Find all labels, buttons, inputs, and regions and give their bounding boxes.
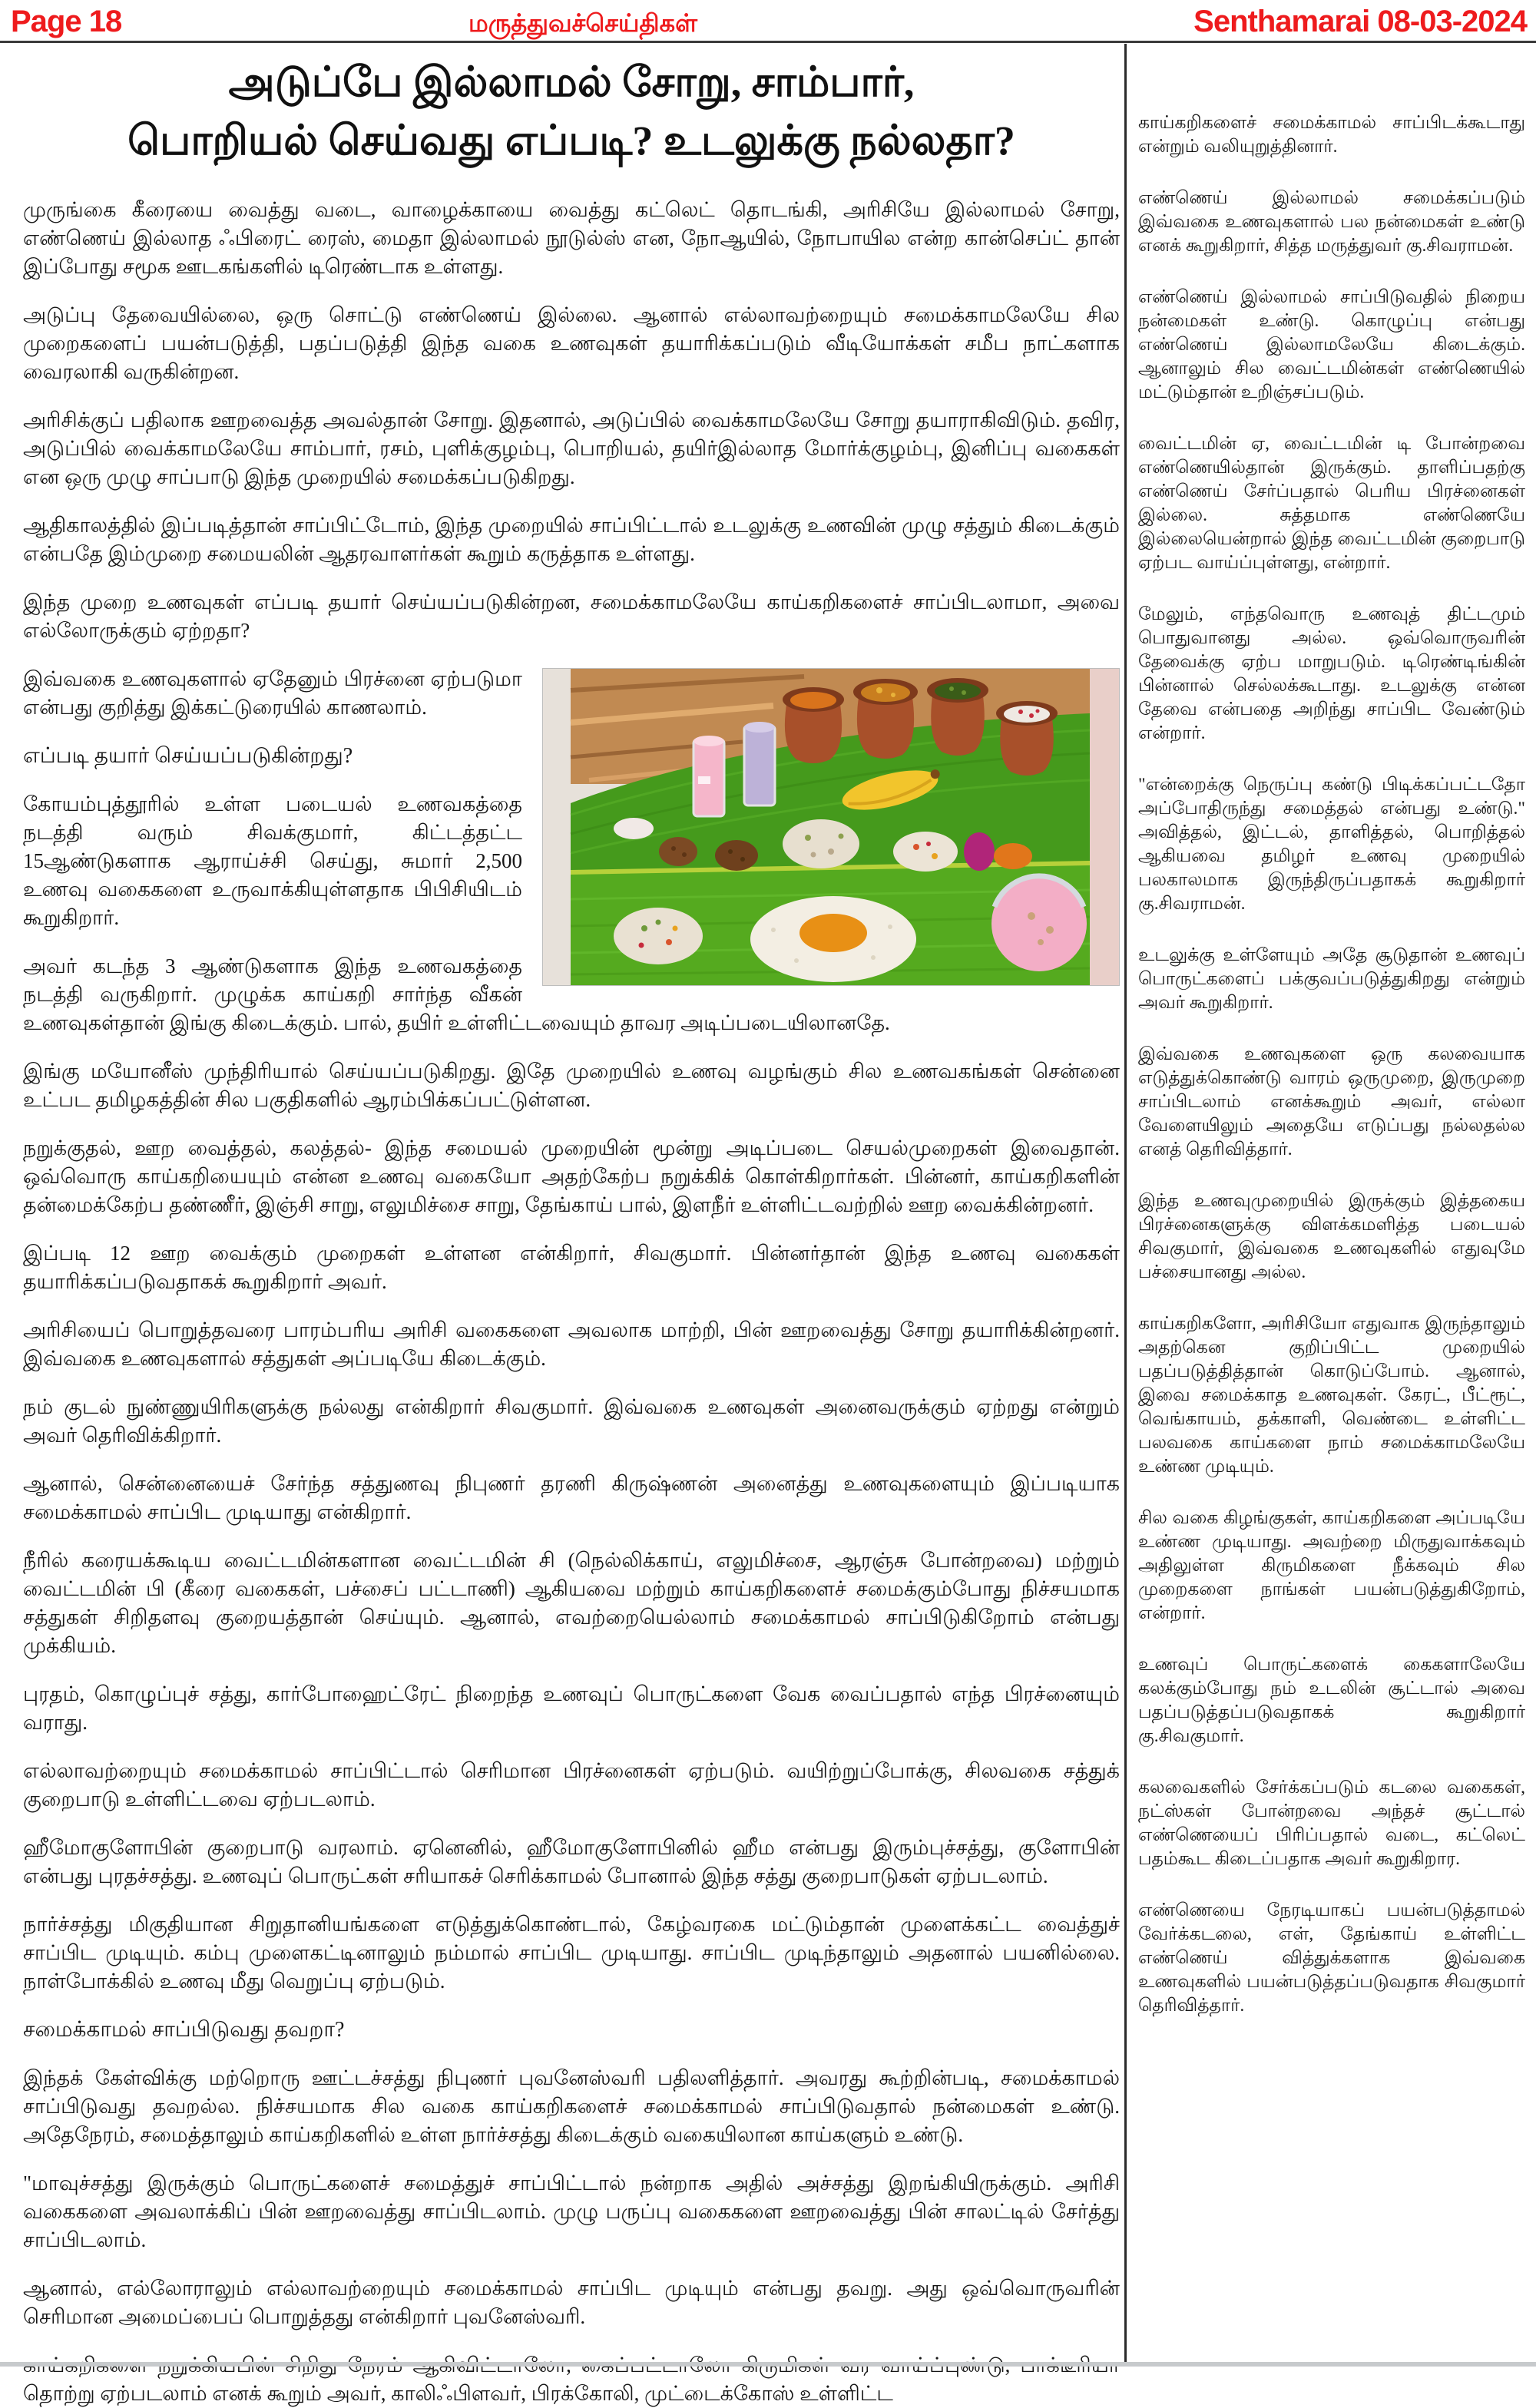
edition-date-label: Senthamarai 08-03-2024 [1193, 5, 1527, 38]
paragraph: இந்த உணவுமுறையில் இருக்கும் இத்தகைய பிரச்னைகளுக்கு விளக்கமளித்த படையல் சிவகுமார், இவ்வகை உணவுகளில் எதுவுமே பச்சையானது அல்ல. [1138, 1191, 1525, 1282]
paragraph: வைட்டமின் ஏ, வைட்டமின் டி போன்றவை எண்ணெயில்தான் இருக்கும். தாளிப்பதற்கு எண்ணெய் சேர்ப்பதால் பெரிய பிரச்னைகள் இல்லை. சுத்தமாக எண்ணெயே இல்லையென்றால் இந்த வைட்டமின் குறைபாடு ஏற்பட வாய்ப்புள்ளது, என்றார். [1138, 434, 1525, 573]
paragraph: "என்றைக்கு நெருப்பு கண்டு பிடிக்கப்பட்டதோ அப்போதிருந்து சமைத்தல் என்பது உண்டு." அவித்தல், இட்டல், தாளித்தல், பொறித்தல் ஆகியவை தமிழர் உணவு முறையில் பலகாலமாக இருந்திருப்பதாகக் கூறுகிறார் கு.சிவராமன். [1138, 775, 1525, 914]
paragraph: இந்தக் கேள்விக்கு மற்றொரு ஊட்டச்சத்து நிபுணர் புவனேஸ்வரி பதிலளித்தார். அவரது கூற்றின்படி, சமைக்காமல் சாப்பிடுவது தவறல்ல. நிச்சயமாக சில வகை காய்கறிகளைச் சமைக்காமல் சாப்பிடுவதால் நன்மைகள் உண்டு. அதேநேரம், சமைத்தாலும் காய்கறிகளில் உள்ள நார்ச்சத்து கிடைக்கும் வகையிலான காய்களும் உண்டு. [23, 2066, 1120, 2146]
poha-salad [783, 819, 859, 868]
main-column [23, 44, 1120, 2405]
paragraph: சில வகை கிழங்குகள், காய்கறிகளை அப்படியே உண்ண முடியாது. அவற்றை மிருதுவாக்கவும் அதிலுள்ள கிருமிகளை நீக்கவும் சில முறைகளை நாங்கள் பயன்படுத்துகிறோம், என்றார். [1138, 1508, 1525, 1623]
column-divider-rule [1124, 44, 1127, 2363]
paragraph: நறுக்குதல், ஊற வைத்தல், கலத்தல்- இந்த சமையல் முறையின் மூன்று அடிப்படை செயல்முறைகள் இவைதான். ஒவ்வொரு காய்கறியையும் என்ன உணவு வகையோ அதற்கேற்ப நறுக்கிக் கொள்கிறார்கள். பின்னர், காய்கறிகளின் தன்மைக்கேற்ப தண்ணீர், இஞ்சி சாறு, எலுமிச்சை சாறு, தேங்காய் பால், இளநீர் உள்ளிட்டவற்றில் ஊற வைக்கின்றனர். [23, 1136, 1120, 1216]
paragraph: கோயம்புத்தூரில் உள்ள படையல் உணவகத்தை நடத்தி வரும் சிவக்குமார், கிட்டத்தட்ட 15ஆண்டுகளாக ஆராய்ச்சி செய்து, சுமார் 2,500 உணவு வகைகளை உருவாக்கியுள்ளதாக பிபிசியிடம் கூறுகிறார். [23, 792, 522, 929]
masthead [0, 0, 1536, 43]
paragraph: இப்படி 12 ஊற வைக்கும் முறைகள் உள்ளன என்கிறார், சிவகுமார். பின்னர்தான் இந்த உணவு வகைகள் தயாரிக்கப்படுவதாகக் கூறுகிறார் அவர். [23, 1242, 1120, 1293]
pink-drink-glass [694, 736, 724, 816]
paragraph: அடுப்பு தேவையில்லை, ஒரு சொட்டு எண்ணெய் இல்லை. ஆனால் எல்லாவற்றையும் சமைக்காமலேயே சில முறைகளைப் பயன்படுத்தி, பதப்படுத்தி இந்த வகை உணவுகள் தயாரிக்கப்படும் வீடியோக்கள் சமீப நாட்களாக வைரலாகி வருகின்றன. [23, 303, 1120, 383]
paragraph: இவ்வகை உணவுகளை ஒரு கலவையாக எடுத்துக்கொண்டு வாரம் ஒருமுறை, இருமுறை சாப்பிடலாம் எனக்கூறும் அவர், எல்லா வேளையிலும் அதையே எடுப்பது நல்லதல்ல எனத் தெரிவித்தார். [1138, 1044, 1525, 1159]
page-number-label: Page 18 [11, 5, 122, 38]
paragraph: அவர் கடந்த 3 ஆண்டுகளாக இந்த உணவகத்தை நடத்தி வருகிறார். முழுக்க காய்கறி சார்ந்த வீகன் உணவுகள்தான் இங்கு கிடைக்கும். பால், தயிர் உள்ளிட்டவையும் தாவர அடிப்படையிலானதே. [23, 954, 890, 1034]
paragraph: எண்ணெய் இல்லாமல் சாப்பிடுவதில் நிறைய நன்மைகள் உண்டு. கொழுப்பு என்பது எண்ணெய் இல்லாமலேயே கிடைக்கும். ஆனாலும் சில வைட்டமின்கள் எண்ணெயில் மட்டும்தான் உறிஞ்சப்படும். [1138, 287, 1525, 402]
subhead: எப்படி தயார் செய்யப்படுகின்றது? [23, 744, 353, 768]
paragraph: ஆதிகாலத்தில் இப்படித்தான் சாப்பிட்டோம், இந்த முறையில் சாப்பிட்டால் உடலுக்கு உணவின் முழு சத்தும் கிடைக்கும் என்பதே இம்முறை சமையலின் ஆதரவாளர்கள் கூறும் கருத்தாக உள்ளது. [23, 514, 1120, 565]
paragraph: நம் குடல் நுண்ணுயிரிகளுக்கு நல்லது என்கிறார் சிவகுமார். இவ்வகை உணவுகள் அனைவருக்கும் ஏற்றது என்றும் அவர் தெரிவிக்கிறார். [23, 1395, 1120, 1447]
banana-leaf-feast-illustration [543, 669, 1119, 985]
paragraph: கலவைகளில் சேர்க்கப்படும் கடலை வகைகள், நட்ஸ்கள் போன்றவை அந்தச் சூட்டால் எண்ணெயைப் பிரிப்பதால் வடை, கட்லெட் பதம்கூட கிடைப்பதாக அவர் கூறுகிறார. [1138, 1778, 1525, 1869]
paragraph: ஹீமோகுளோபின் குறைபாடு வரலாம். ஏனெனில், ஹீமோகுளோபினில் ஹீம என்பது இரும்புச்சத்து, குளோபின் என்பது புரதச்சத்து. உணவுப் பொருட்கள் சரியாகச் செரிக்காமல் போனால் இந்த சத்து குறைபாடுகள் ஏற்படலாம். [23, 1836, 1120, 1887]
headline-line-2: பொறியல் செய்வது எப்படி? உடலுக்கு நல்லதா? [127, 117, 1015, 164]
violet-drink-glass [744, 722, 775, 805]
beet-paste [964, 832, 995, 871]
paragraph: இவ்வகை உணவுகளால் ஏதேனும் பிரச்னை ஏற்படுமா என்பது குறித்து இக்கட்டுரையில் காணலாம். [23, 667, 522, 719]
paragraph: இங்கு மயோனீஸ் முந்திரியால் செய்யப்படுகிறது. இதே முறையில் உணவு வழங்கும் சில உணவகங்கள் சென்னை உட்பட தமிழகத்தின் சில பகுதிகளில் ஆரம்பிக்கப்பட்டுள்ளன. [23, 1060, 1120, 1111]
paragraph: உணவுப் பொருட்களைக் கைகளாலேயே கலக்கும்போது நம் உடலின் சூட்டால் அவை பதப்படுத்தப்படுவதாகக் கூறுகிறார் கு.சிவகுமார். [1138, 1655, 1525, 1746]
veg-salad [893, 832, 958, 872]
salt-heap [614, 818, 654, 839]
paragraph: காய்கறிகளோ, அரிசியோ எதுவாக இருந்தாலும் அதற்கென குறிப்பிட்ட முறையில் பதப்படுத்தித்தான் கொடுப்போம். ஆனால், இவை சமைக்காத உணவுகள். கேரட், பீட்ரூட், வெங்காயம், தக்காளி, வெண்டை உள்ளிட்ட பலவகை காய்களை நாம் சமைக்காமலேயே உண்ண முடியும். [1138, 1314, 1525, 1477]
paragraph: உடலுக்கு உள்ளேயும் அதே சூடுதான் உணவுப் பொருட்களைப் பக்குவப்படுத்துகிறது என்றும் அவர் கூறுகிறார். [1138, 945, 1525, 1013]
vada-2 [715, 840, 758, 871]
paragraph: காய்கறிகளைச் சமைக்காமல் சாப்பிடக்கூடாது என்றும் வலியுறுத்தினார். [1138, 113, 1525, 157]
section-title: மருத்துவச்செய்திகள் [468, 9, 697, 37]
article-headline [31, 53, 1112, 170]
pink-payasam-bowl [991, 876, 1087, 971]
paragraph: எல்லாவற்றையும் சமைக்காமல் சாப்பிட்டால் செரிமான பிரச்னைகள் ஏற்படும். வயிற்றுப்போக்கு, சிலவகை சத்துக் குறைபாடு உள்ளிட்டவை ஏற்படலாம். [23, 1759, 1120, 1811]
article-photo [542, 668, 1120, 986]
paragraph: புரதம், கொழுப்புச் சத்து, கார்போஹைட்ரேட் நிறைந்த உணவுப் பொருட்களை வேக வைப்பதால் எந்த பிரச்னையும் வராது. [23, 1682, 1120, 1734]
carrot-shreds [994, 843, 1032, 869]
paragraph: அரிசியைப் பொறுத்தவரை பாரம்பரிய அரிசி வகைகளை அவலாக மாற்றி, பின் ஊறவைத்து சோறு தயாரிக்கின்றனர். இவ்வகை உணவுகளால் சத்துகள் அப்படியே கிடைக்கும். [23, 1318, 1120, 1370]
paragraph: எண்ணெய் இல்லாமல் சமைக்கப்படும் இவ்வகை உணவுகளால் பல நன்மைகள் உண்டு எனக் கூறுகிறார், சித்த மருத்துவர் கு.சிவராமன். [1138, 188, 1525, 256]
side-column [1138, 44, 1525, 2347]
vada-1 [659, 837, 697, 866]
paragraph: எண்ணெயை நேரடியாகப் பயன்படுத்தாமல் வேர்க்கடலை, எள், தேங்காய் உள்ளிட்ட எண்ணெய் வித்துக்களாக இவ்வகை உணவுகளில் பயன்படுத்தப்படுவதாக சிவகுமார் தெரிவித்தார். [1138, 1900, 1525, 2016]
paragraph: ஆனால், சென்னையைச் சேர்ந்த சத்துணவு நிபுணர் தரணி கிருஷ்ணன் அனைத்து உணவுகளையும் இப்படியாக சமைக்காமல் சாப்பிட முடியாது என்கிறார். [23, 1472, 1120, 1523]
paragraph: தொற்று ஏற்படலாம் எனக் கூறும் அவர், காலிஃபிளவர், பிரக்கோலி, முட்டைக்கோஸ் உள்ளிட்ட [23, 2382, 893, 2405]
paragraph: இந்த முறை உணவுகள் எப்படி தயார் செய்யப்படுகின்றன, சமைக்காமலேயே காய்கறிகளைச் சாப்பிடலாமா, அவை எல்லோருக்கும் ஏற்றதா? [23, 590, 1120, 642]
paragraph: மேலும், எந்தவொரு உணவுத் திட்டமும் பொதுவானது அல்ல. ஒவ்வொருவரின் தேவைக்கு ஏற்ப மாறுபடும். டிரெண்டிங்கின் பின்னால் செல்லக்கூடாது. உடலுக்கு என்ன தேவை என்பதை அறிந்து சாப்பிட வேண்டும் என்றார். [1138, 604, 1525, 743]
clay-pot-curd [996, 701, 1058, 776]
rice-with-curry [750, 896, 916, 982]
paragraph: ஆனால், எல்லோராலும் எல்லாவற்றையும் சமைக்காமல் சாப்பிட முடியும் என்பது தவறு. அது ஒவ்வொருவரின் செரிமான அமைப்பைப் பொறுத்தது என்கிறார் புவனேஸ்வரி. [23, 2277, 1120, 2328]
headline-line-1: அடுப்பே இல்லாமல் சோறு, சாம்பார், [228, 59, 915, 105]
subhead: சமைக்காமல் சாப்பிடுவது தவறா? [23, 2018, 345, 2042]
paragraph: முருங்கை கீரையை வைத்து வடை, வாழைக்காயை வைத்து கட்லெட் தொடங்கி, அரிசியே இல்லாமல் சோறு, எண்ணெய் இல்லாத ஃபிரைட் ரைஸ், மைதா இல்லாமல் நூடுல்ஸ் என, நோஆயில், நோபாயில என்ற கான்செப்ட் தான் இப்போது சமூக ஊடகங்களில் டிரெண்டாக உள்ளது. [23, 198, 1120, 278]
paragraph: "மாவுச்சத்து இருக்கும் பொருட்களைச் சமைத்துச் சாப்பிட்டால் நன்றாக அதில் அச்சத்து இறங்கியிருக்கும். அரிசி வகைகளை அவலாக்கிப் பின் ஊறவைத்து சாப்பிடலாம். முழு பருப்பு வகைகளை ஊறவைத்து பின் சாலட்டில் சேர்த்து சாப்பிடலாம். [23, 2172, 1120, 2251]
paragraph: அரிசிக்குப் பதிலாக ஊறவைத்த அவல்தான் சோறு. இதனால், அடுப்பில் வைக்காமலேயே சோறு தயாராகிவிடும். தவிர, அடுப்பில் வைக்காமலேயே சாம்பார், ரசம், புளிக்குழம்பு, பொறியல், தயிர்இல்லாத மோர்க்குழம்பு, இனிப்பு வகைகள் என ஒரு முழு சாப்பாடு இந்த முறையில் சமைக்கப்படுகிறது. [23, 408, 1120, 488]
clay-pot-sambar [783, 687, 844, 763]
paragraph: நீரில் கரையக்கூடிய வைட்டமின்களான வைட்டமின் சி (நெல்லிக்காய், எலுமிச்சை, ஆரஞ்சு போன்றவை) மற்றும் வைட்டமின் பி (கீரை வகைகள், பச்சைப் பட்டாணி) ஆகியவை மற்றும் காய்கறிகளைச் சமைக்கும்போது நிச்சயமாக சத்துகள் சிறிதளவு குறையத்தான் செய்யும். ஆனால், எவற்றையெல்லாம் சமைக்காமல் சாப்பிடுகிறோம் என்பது முக்கியம். [23, 1549, 1120, 1657]
mixed-rice [614, 908, 703, 964]
clay-pot-chutney [927, 678, 988, 756]
bottom-page-rule [0, 2362, 1536, 2367]
paragraph: நார்ச்சத்து மிகுதியான சிறுதானியங்களை எடுத்துக்கொண்டால், கேழ்வரகை மட்டும்தான் முளைக்கட்ட வைத்துச் சாப்பிட முடியும். கம்பு முளைகட்டினாலும் நம்மால் சாப்பிட முடியாது. சாப்பிட முடிந்தாலும் அதனால் பயனில்லை. நாள்போக்கில் உணவு மீது வெறுப்பு ஏற்படும். [23, 1913, 1120, 1993]
clay-pot-kuzhambu [853, 679, 918, 759]
